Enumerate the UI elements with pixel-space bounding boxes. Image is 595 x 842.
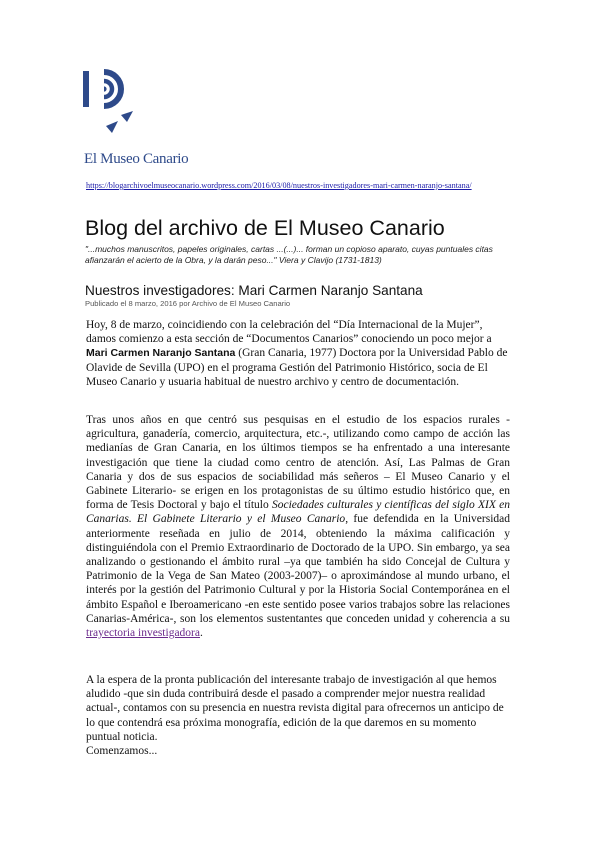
paragraph-text: Hoy, 8 de marzo, coincidiendo con la celebración del “Día Internacional de la Mujer”, damos comienzo a esta sección de “Documentos Canarios” conociendo un poco mejor a (86, 319, 492, 346)
post-meta: Publicado el 8 marzo, 2016 por Archivo de El Museo Canario (85, 299, 291, 308)
paragraph-text: A la espera de la pronta publicación del interesante trabajo de investigación al que hemos aludido -que sin duda contribuirá desde el pasado a comprender mejor nuestra realidad actual-, contamos con su presencia en nuestra revista digital para ofrecernos un anticipo de lo que contendrá esa próxima monografía, edición de la que daremos en su momento puntual noticia. (86, 674, 504, 743)
post-paragraph-2 (86, 413, 510, 640)
blog-quote: "...muchos manuscritos, papeles originales, cartas ...(...)... forman un copioso aparato, cuyas puntuales citas afianzarán el acierto de la Obra, y la darán peso..." Viera y Clavijo (1731-1813) (85, 244, 493, 265)
post-title: Nuestros investigadores: Mari Carmen Naranjo Santana (85, 283, 423, 298)
blog-title: Blog del archivo de El Museo Canario (85, 216, 445, 240)
paragraph-text: Tras unos años en que centró sus pesquisas en el estudio de los espacios rurales -agricultura, ganadería, comercio, arquitectura, etc.-, utilizando como campo de acción las medianías de Gran Canaria, en los últimos tiempos se ha enfrentado a una interesante investigación que tiene la ciudad como centro de atención. Así, Las Palmas de Gran Canaria y dos de sus espacios de sociabilidad más señeros – El Museo Canario y el Gabinete Literario- se erigen en los protagonistas de su último estudio histórico que, en forma de Tesis Doctoral y bajo el título (86, 414, 510, 512)
paragraph-text: . (200, 627, 203, 640)
researcher-name: Mari Carmen Naranjo Santana (86, 347, 236, 360)
museo-canario-logo-icon (83, 68, 143, 138)
paragraph-text: , fue defendida en la Universidad anteriormente reseñada en julio de 2014, obteniendo la máxima calificación y distinguiéndola con el Premio Extraordinario de Doctorado de la UPO. Sin embargo, ya sea analizando o gestionando el ámbito rural –ya que también ha sido Concejal de Cultura y Patrimonio de la Vega de San Mateo (2003-2007)– o aproximándose al mundo urbano, el interés por la gestión del Patrimonio Cultural y por la Historia Social Contemporánea en el ámbito Español e Iberoamericano -en este sentido posee varios trabajos sobre las relaciones Canarias-América-, son los elementos sustentantes que conceden unidad y coherencia a su (86, 513, 510, 625)
logo-text: El Museo Canario (84, 151, 189, 167)
post-paragraph-1 (86, 318, 510, 389)
closing-line: Comenzamos... (86, 745, 158, 758)
post-paragraph-3 (86, 673, 510, 758)
thesis-title: Sociedades culturales y científicas del siglo XIX en Canarias. El Gabinete Literario y el Museo Canario (86, 499, 510, 526)
trayectoria-link[interactable]: trayectoria investigadora (86, 627, 200, 640)
source-url-link[interactable]: https://blogarchivoelmuseocanario.wordpress.com/2016/03/08/nuestros-investigadores-mari-carmen-naranjo-santana/ (86, 181, 472, 190)
paragraph-text: (Gran Canaria, 1977) Doctora por la Universidad Pablo de Olavide de Sevilla (UPO) en el programa Gestión del Patrimonio Histórico, socia de El Museo Canario y usuaria habitual de nuestro archivo y centro de documentación. (86, 347, 508, 388)
